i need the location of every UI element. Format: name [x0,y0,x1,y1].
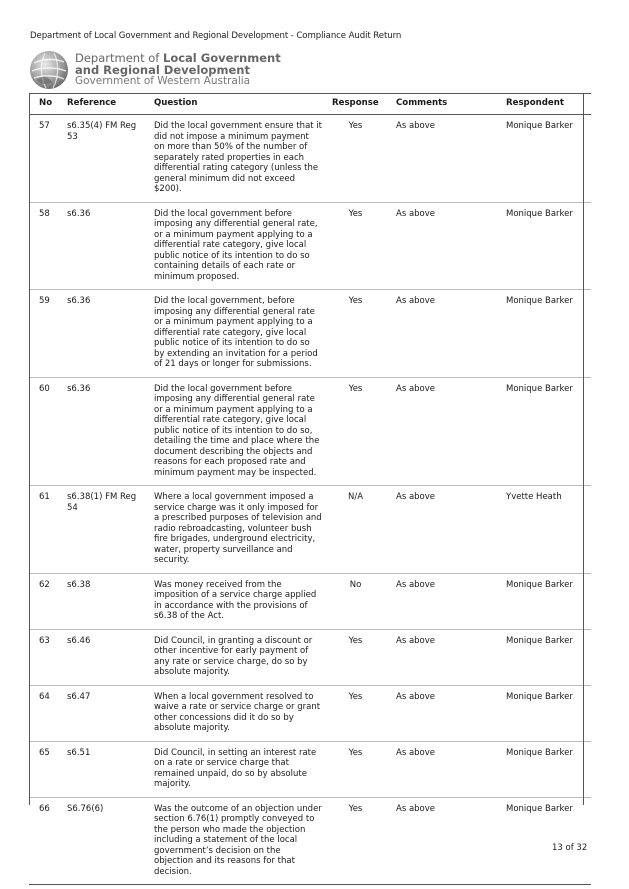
row-comments: As above [384,685,501,741]
table-row [29,290,591,378]
compliance-audit-table [29,93,591,885]
row-response: Yes [327,202,384,290]
row-comments: As above [384,797,501,885]
table-left-border [29,93,30,805]
logo-text [75,53,281,88]
row-question: Did the local government before imposing any differential general rate or a minimum payment applying to a differential rate category, give local public notice of its intention to do so, detailing the time and place where the document describing the objects and reasons for each proposed rate and minimum payment may be inspected. [149,377,327,486]
row-number: 66 [29,797,62,885]
row-comments: As above [384,573,501,629]
row-respondent: Monique Barker [501,202,591,290]
row-response: No [327,573,384,629]
row-question: Did Council, in setting an interest rate on a rate or service charge that remained unpaid, do so by absolute majority. [149,741,327,797]
column-header-comments: Comments [384,94,501,115]
row-number: 59 [29,290,62,378]
table-row [29,377,591,486]
row-question: Did the local government before imposing any differential general rate, or a minimum payment applying to a differential rate category, give local public notice of its intention to do so containing details of each rate or minimum proposed. [149,202,327,290]
row-comments: As above [384,115,501,203]
column-header-reference: Reference [62,94,149,115]
table-row [29,115,591,203]
row-question: Was money received from the imposition of a service charge applied in accordance with the provisions of s6.38 of the Act. [149,573,327,629]
row-response: Yes [327,741,384,797]
table-row [29,573,591,629]
table-row [29,202,591,290]
row-reference: s6.38 [62,573,149,629]
table-row [29,486,591,574]
globe-emblem-icon [28,49,70,91]
row-respondent: Yvette Heath [501,486,591,574]
row-comments: As above [384,629,501,685]
logo-line-3: Government of Western Australia [75,75,251,87]
row-number: 62 [29,573,62,629]
row-reference: s6.36 [62,377,149,486]
column-header-question: Question [149,94,327,115]
row-question: Where a local government imposed a service charge was it only imposed for a prescribed purposes of television and radio rebroadcasting, volunteer bush fire brigades, underground electricity, water, property surveillance and security. [149,486,327,574]
row-respondent: Monique Barker [501,377,591,486]
row-comments: As above [384,377,501,486]
row-response: N/A [327,486,384,574]
column-header-no: No [29,94,62,115]
row-respondent: Monique Barker [501,573,591,629]
row-response: Yes [327,685,384,741]
row-number: 63 [29,629,62,685]
page-number: 13 of 32 [552,843,588,853]
row-response: Yes [327,290,384,378]
column-header-respondent: Respondent [501,94,591,115]
logo-line-2: and Regional Development [75,62,250,77]
row-reference: s6.47 [62,685,149,741]
row-number: 57 [29,115,62,203]
table-header-row [29,94,591,115]
row-number: 61 [29,486,62,574]
row-response: Yes [327,797,384,885]
row-respondent: Monique Barker [501,741,591,797]
row-question: Did the local government, before imposing any differential general rate or a minimum payment applying to a differential rate category, give local public notice of its intention to do so by extending an invitation for a period of 21 days or longer for submissions. [149,290,327,378]
table-row [29,797,591,885]
row-question: Was the outcome of an objection under section 6.76(1) promptly conveyed to the person who made the objection including a statement of the local government’s decision on the objection and its reasons for that decision. [149,797,327,885]
row-reference: s6.36 [62,202,149,290]
row-comments: As above [384,741,501,797]
row-reference: s6.51 [62,741,149,797]
row-question: Did the local government ensure that it did not impose a minimum payment on more than 50% of the number of separately rated properties in each differential rating category (unless the general minimum did not exceed $200). [149,115,327,203]
logo-line-1: Department of Local Government [75,51,281,65]
table-row [29,741,591,797]
table-row [29,685,591,741]
row-number: 65 [29,741,62,797]
row-response: Yes [327,115,384,203]
row-reference: S6.76(6) [62,797,149,885]
row-respondent: Monique Barker [501,290,591,378]
row-respondent: Monique Barker [501,797,591,885]
row-comments: As above [384,202,501,290]
document-header-title: Department of Local Government and Regional Development - Compliance Audit Return [30,31,402,41]
row-reference: s6.38(1) FM Reg 54 [62,486,149,574]
row-respondent: Monique Barker [501,115,591,203]
department-logo [28,49,358,93]
row-reference: s6.36 [62,290,149,378]
row-reference: s6.46 [62,629,149,685]
row-comments: As above [384,486,501,574]
row-question: When a local government resolved to waive a rate or service charge or grant other concessions did it do so by absolute majority. [149,685,327,741]
row-number: 60 [29,377,62,486]
row-reference: s6.35(4) FM Reg 53 [62,115,149,203]
row-question: Did Council, in granting a discount or other incentive for early payment of any rate or service charge, do so by absolute majority. [149,629,327,685]
row-response: Yes [327,629,384,685]
row-response: Yes [327,377,384,486]
column-header-response: Response [327,94,384,115]
table-row [29,629,591,685]
row-respondent: Monique Barker [501,629,591,685]
row-respondent: Monique Barker [501,685,591,741]
row-comments: As above [384,290,501,378]
row-number: 58 [29,202,62,290]
row-number: 64 [29,685,62,741]
table-right-border [583,93,584,805]
